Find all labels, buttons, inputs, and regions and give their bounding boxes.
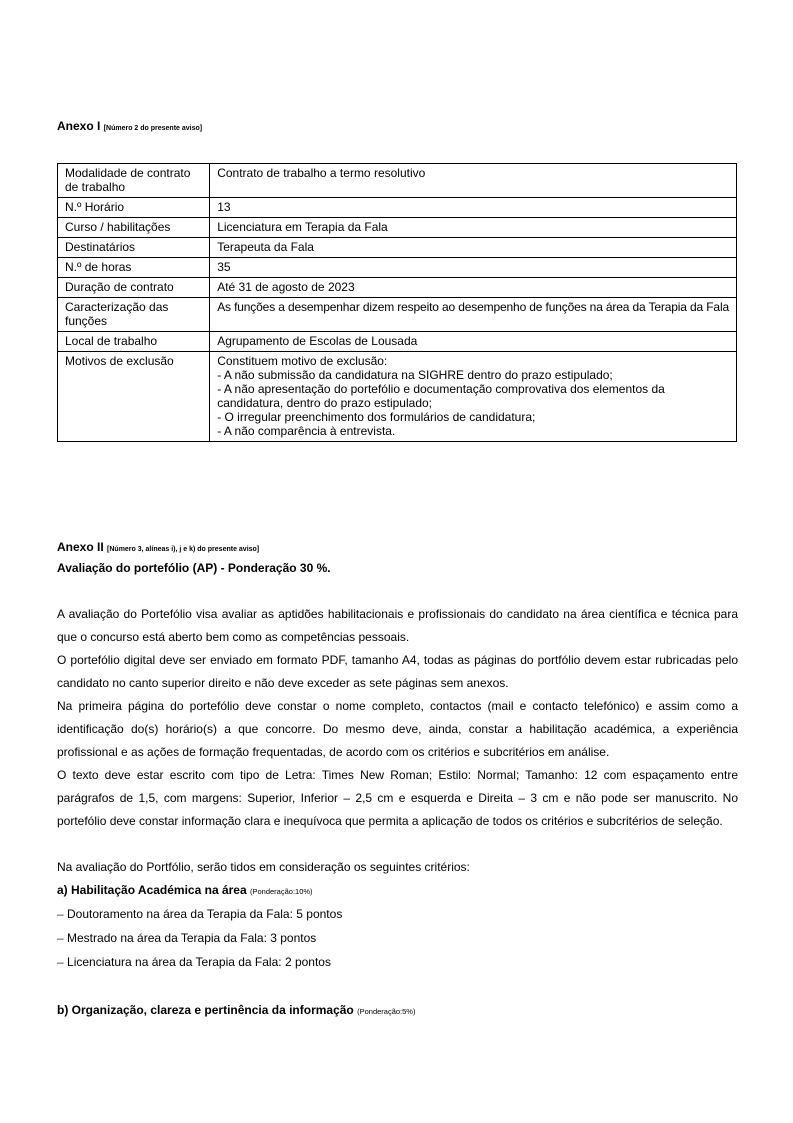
row-value: Contrato de trabalho a termo resolutivo <box>210 164 737 198</box>
row-label: Duração de contrato <box>58 278 210 298</box>
annex2-note: [Número 3, alíneas i), j e k) do presente aviso] <box>107 546 260 553</box>
annex2-title: Anexo II <box>57 540 104 554</box>
criterion-b-weight: (Ponderação:5%) <box>357 1007 416 1016</box>
row-value: 35 <box>210 258 737 278</box>
exclusion-line: - A não apresentação do portefólio e documentação comprovativa dos elementos da candidatura, dentro do prazo estipulado; <box>217 382 665 410</box>
row-value: As funções a desempenhar dizem respeito ao desempenho de funções na área da Terapia da Fala <box>210 298 737 332</box>
table-row <box>58 238 737 258</box>
contract-table <box>57 163 737 442</box>
row-label: Motivos de exclusão <box>58 352 210 442</box>
list-item-text: Mestrado na área da Terapia da Fala: 3 pontos <box>67 931 317 945</box>
list-item-text: Doutoramento na área da Terapia da Fala: 5 pontos <box>67 907 343 921</box>
list-item-text: Licenciatura na área da Terapia da Fala: 2 pontos <box>67 955 331 969</box>
exclusion-reasons <box>210 352 737 442</box>
list-item <box>57 907 342 921</box>
dash-bullet: – <box>57 931 68 945</box>
criterion-a-title: a) Habilitação Académica na área <box>57 883 247 897</box>
annex1-title: Anexo I <box>57 119 101 133</box>
row-value: Agrupamento de Escolas de Lousada <box>210 332 737 352</box>
table-row-exclusion <box>58 352 737 442</box>
table-row <box>58 298 737 332</box>
row-value: 13 <box>210 198 737 218</box>
annex2-heading <box>57 540 259 554</box>
table-row <box>58 218 737 238</box>
exclusion-line: - A não comparência à entrevista. <box>217 424 396 438</box>
paragraph: Na primeira página do portefólio deve constar o nome completo, contactos (mail e contacto telefónico) e assim como a identificação do(s) horário(s) a que concorre. Do mesmo deve, ainda, constar a habilitação académica, a experiência profissional e as ações de formação frequentadas, de acordo com os critérios e subcritérios em análise. <box>57 699 738 759</box>
table-row <box>58 198 737 218</box>
criterion-a-weight: (Ponderação:10%) <box>250 887 313 896</box>
annex1-note: [Número 2 do presente aviso] <box>103 125 203 132</box>
dash-bullet: – <box>57 907 68 921</box>
row-label: Caracterização das funções <box>58 298 210 332</box>
paragraph: A avaliação do Portefólio visa avaliar as aptidões habilitacionais e profissionais do candidato na área científica e técnica para que o concurso está aberto bem como as competências pessoais. <box>57 607 738 644</box>
row-label: Modalidade de contrato de trabalho <box>58 164 210 198</box>
table-row <box>58 332 737 352</box>
paragraph: O portefólio digital deve ser enviado em formato PDF, tamanho A4, todas as páginas do portfólio devem estar rubricadas pelo candidato no canto superior direito e não deve exceder as sete páginas sem anexos. <box>57 653 738 690</box>
criterion-b-heading <box>57 1003 415 1017</box>
annex2-subtitle: Avaliação do portefólio (AP) - Ponderação 30 %. <box>57 561 331 575</box>
paragraph: O texto deve estar escrito com tipo de Letra: Times New Roman; Estilo: Normal; Tamanho: 12 com espaçamento entre parágrafos de 1,5, com margens: Superior, Inferior – 2,5 cm e esquerda e Direita – 3 cm e não pode ser manuscrito. No portefólio deve constar informação clara e inequívoca que permita a aplicação de todos os critérios e subcritérios de seleção. <box>57 768 738 828</box>
dash-bullet: – <box>57 955 68 969</box>
criteria-intro: Na avaliação do Portfólio, serão tidos em consideração os seguintes critérios: <box>57 860 470 874</box>
table-row <box>58 164 737 198</box>
exclusion-line: - A não submissão da candidatura na SIGHRE dentro do prazo estipulado; <box>217 368 613 382</box>
annex1-heading <box>57 119 202 133</box>
criterion-b-title: b) Organização, clareza e pertinência da informação <box>57 1003 354 1017</box>
list-item <box>57 931 316 945</box>
row-label: N.º Horário <box>58 198 210 218</box>
row-value: Até 31 de agosto de 2023 <box>210 278 737 298</box>
row-label: Curso / habilitações <box>58 218 210 238</box>
row-label: Local de trabalho <box>58 332 210 352</box>
table-row <box>58 278 737 298</box>
table-row <box>58 258 737 278</box>
row-label: N.º de horas <box>58 258 210 278</box>
row-value: Terapeuta da Fala <box>210 238 737 258</box>
row-label: Destinatários <box>58 238 210 258</box>
list-item <box>57 955 331 969</box>
row-value: Licenciatura em Terapia da Fala <box>210 218 737 238</box>
criterion-a-heading <box>57 883 313 897</box>
exclusion-line: - O irregular preenchimento dos formulários de candidatura; <box>217 410 536 424</box>
exclusion-line: Constituem motivo de exclusão: <box>217 354 388 368</box>
